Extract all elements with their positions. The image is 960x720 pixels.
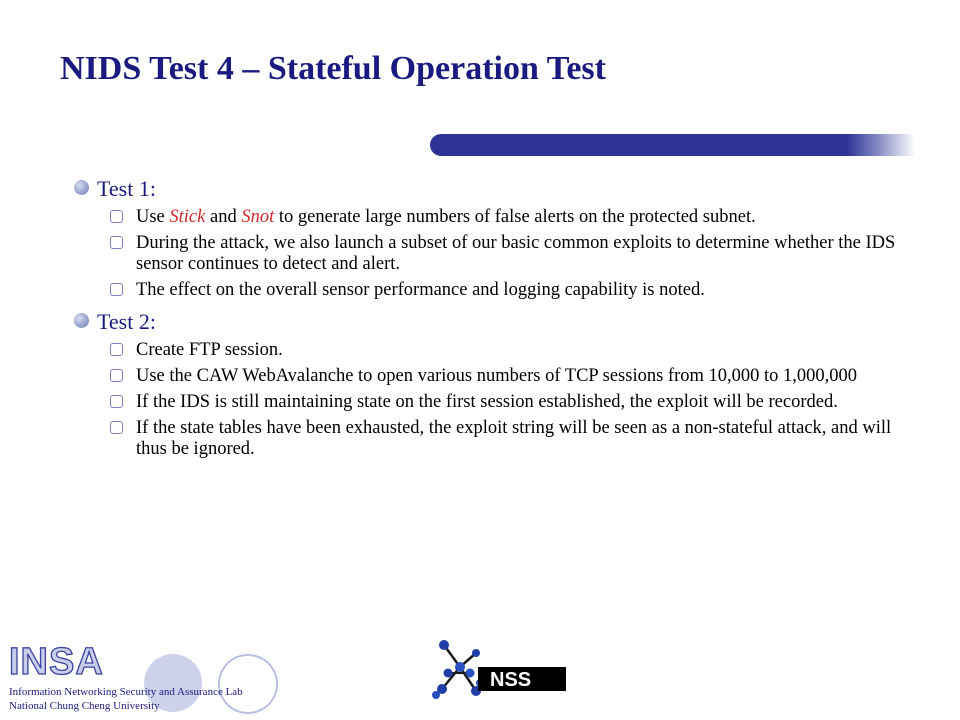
- slide-content: [74, 170, 904, 460]
- round-bullet-icon: [74, 313, 89, 328]
- text: Create FTP session.: [136, 340, 283, 360]
- sub-bullet: [74, 280, 904, 301]
- text: to generate large numbers of false alerts on the protected subnet.: [274, 207, 756, 227]
- insa-logo: [5, 636, 135, 686]
- tool-name-snot: Snot: [241, 207, 275, 227]
- text: Use the CAW WebAvalanche to open various numbers of TCP sessions from 10,000 to 1,000,000: [136, 366, 858, 386]
- test-2-label: Test 2:: [97, 309, 156, 334]
- square-bullet-icon: [110, 421, 123, 434]
- tool-name-stick: Stick: [169, 207, 206, 227]
- title-accent-bar: [430, 134, 915, 156]
- square-bullet-icon: [110, 283, 123, 296]
- slide-title: NIDS Test 4 – Stateful Operation Test: [60, 50, 606, 87]
- text: If the IDS is still maintaining state on the first session established, the exploit will be recorded.: [136, 392, 838, 412]
- nss-logo: [420, 633, 570, 705]
- square-bullet-icon: [110, 210, 123, 223]
- test-1-label: Test 1:: [97, 176, 156, 201]
- lab-name: Information Networking Security and Assurance Lab: [9, 686, 243, 698]
- sub-bullet: [74, 392, 904, 413]
- sub-bullet: [74, 366, 904, 387]
- university-name: National Chung Cheng University: [9, 700, 160, 712]
- text: If the state tables have been exhausted, the exploit string will be seen as a non-stateful attack, and will thus be ignored.: [136, 418, 892, 459]
- insa-logo-text: INSA: [9, 641, 104, 683]
- nss-logo-text: NSS: [490, 669, 532, 691]
- square-bullet-icon: [110, 395, 123, 408]
- text: and: [205, 207, 242, 227]
- square-bullet-icon: [110, 236, 123, 249]
- molecule-icon: [432, 640, 484, 699]
- sub-bullet: [74, 418, 904, 460]
- sub-bullet: [74, 233, 904, 275]
- sub-bullet: [74, 207, 904, 228]
- decorative-ring: [218, 654, 278, 714]
- text: Use: [136, 207, 170, 227]
- bullet-test-1: [74, 176, 904, 202]
- text: The effect on the overall sensor performance and logging capability is noted.: [136, 280, 705, 300]
- text: During the attack, we also launch a subset of our basic common exploits to determine whether the IDS sensor continues to detect and alert.: [136, 233, 896, 274]
- square-bullet-icon: [110, 369, 123, 382]
- round-bullet-icon: [74, 180, 89, 195]
- square-bullet-icon: [110, 343, 123, 356]
- bullet-test-2: [74, 309, 904, 335]
- sub-bullet: [74, 340, 904, 361]
